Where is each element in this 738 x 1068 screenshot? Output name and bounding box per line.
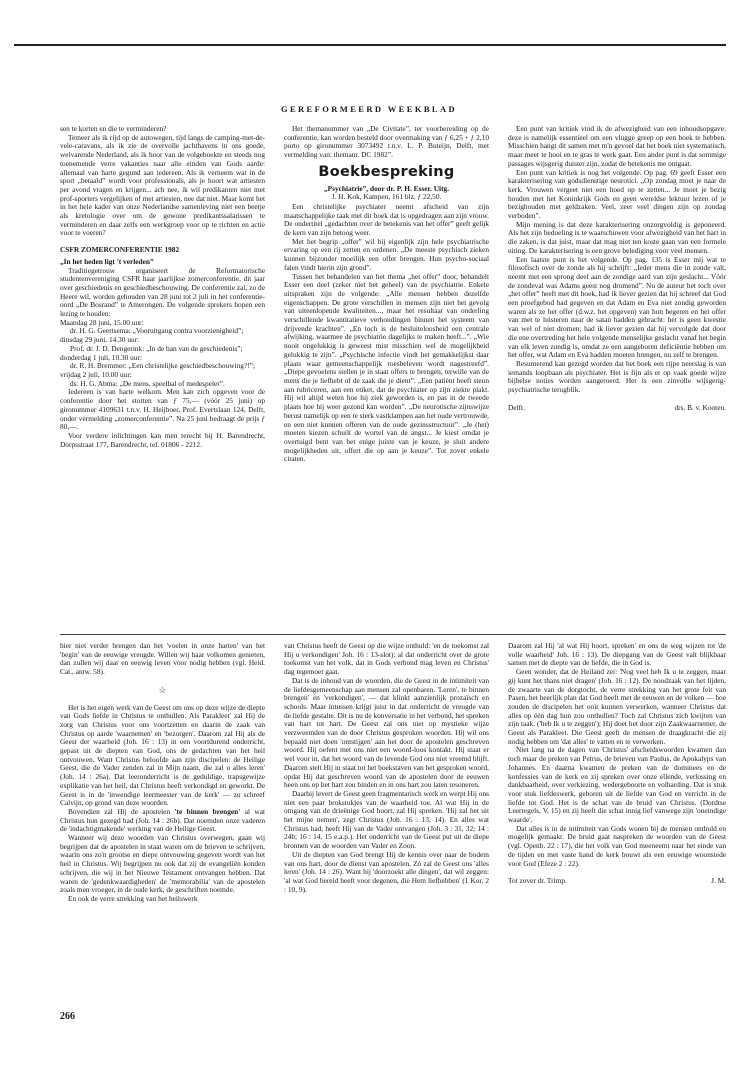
- paragraph: Daarbij levert de Geest geen fragmentarisch werk en werpt Hij ons niet een paar brokstukjes van de waarheid toe. Al wat Hij in de omgang van de drieënige God hoort, zal Hij spreken. 'Hij zal het uit het mijne nemen', zegt Christus (Joh. 16 : 13, 14). En alles wat Christus had, heeft Hij van de Vader ontvangen (Joh. 3 : 31, 32; 14 : 24b; 16 : 14, 15 e.a.p.). Het onderricht van de Geest put uit de diepe bronnen van de woorden van Vader en Zoon.: [284, 788, 489, 851]
- text-run: Bovendien zal Hij de apostelen: [68, 806, 175, 816]
- closing-initials: J. M.: [711, 876, 726, 886]
- article-closing: [508, 877, 726, 886]
- signature-author: drs. B. v. Kooten.: [674, 402, 726, 412]
- paragraph: Traditiegetrouw organiseert de Reformatorische studentenvereniging CSFR haar jaarlijkse zomerconferentie, dit jaar over geschiedenis en geschiedbeschouwing. De conferentie zal, zo de Heere wil, worden gehouden van 28 juni tot 2 juli in het conferentie-oord „De Bosrand” te Amerongen. De volgende sprekers hopen een lezing te houden:: [60, 265, 265, 319]
- paragraph: sen te korten en die te verminderen?: [60, 124, 167, 133]
- page-number: 266: [60, 1011, 75, 1022]
- paragraph: Niet lang na de dagen van Christus' afscheidswoorden kwamen dan toch maar de preken van Petrus, de brieven van Paulus, de Apokalyps van Johannes. En daarna kwamen de preken van de dominees en de konfessies van de kerk en zij spreken over onze ellende, verlossing en dankbaarheid, over verkiezing, wedergeboorte en volharding. Dat is stuk voor stuk liefdeswerk, geboren uit de liefde van God en verricht in de liefde tot God. Het is de schat van de bruid van Christus. (Dordtse Leerregels, V, 15) en zij heeft die schat innig lief vanwege zijn 'oneindige waarde'.: [508, 745, 726, 825]
- paragraph: Temeer als ik rijd op de autowegen, tijd langs de camping-met-de-vele-caravans, als ik zie de overvolle jachthavens in ons goede, welvarende Nederland, als ik hoor van de volgeboekte en steeds nog toenemende verre vakanties naar alle einden van Gods aarde: allemaal van harte gegund aan iedereen. Als ik verneem wat in de sport „betaald” wordt voor professionals, als je hoort wat artiesten per avond vragen en krijgen... ach nee, ik wil predikanten niet met prof-sporters vergelijken of met artiesten, nee dat niet. Maar komt het in het hele kader van onze Nederlandse samenleving niet een beetje als kretologie over om de gewone predikantssalarissen te verminderen en daar zelfs een werkgroep voor op te richten en actie voor te voeren?: [60, 132, 265, 238]
- schedule-list: [60, 319, 265, 389]
- paragraph: Geen wonder, dat de Heiland zei: 'Nog veel heb Ik u te zeggen, maar gij kunt het thans niet dragen' (Joh. 16 : 12). De noodzaak van het lijden, de zwaarte van de dorgtocht, de verre strekking van het grote feit van Pasen, het heerlijk plan dat God heeft met de eeuwen en de volken — hoe zouden de discipelen het ooit kunnen verwerken, wanneer Christus dat alles op één dag hun zou onthullen? Toch zal Christus zich kwijten van zijn taak. ('heb Ik u te zeggen'); Hij doet het door zijn Zaakwaarnemer, de Geest als Parakleet. Die Geest geeft de mensen de draagkracht die zij nodig hebben om 'dat alles' te vatten en te verwerken.: [508, 667, 726, 746]
- running-header: GEREFORMEERD WEEKBLAD: [280, 104, 458, 114]
- upper-column-3: [508, 125, 726, 413]
- paragraph: Dat alles is in de intimiteit van Gods wonen bij de mensen onthuld en mogelijk gemaakt. De bruid gaat naspreken de woorden van de Geest (vgl. Openb. 22 : 17), die het volk van God meeneemt naar het einde van de tijden en met vaste hand de kerk bouwt als een eeuwige woonstede voor God (Efeze 2 : 22).: [508, 823, 726, 868]
- section-divider: [60, 634, 726, 635]
- lower-column-1: [60, 642, 265, 904]
- paragraph: Een christelijke psychiater neemt afscheid van zijn maatschappelijke taak met dit boek dat is opgedragen aan zijn vrouw. De ondertitel „gedachten over de betekenis van het offer” geeft gelijk de kern van zijn betoog weer.: [284, 201, 489, 238]
- paragraph: Resumerend kan gezegd worden dat het boek een rijpe neerslag is van iemands loopbaan als psychiater. Het is fijn als er op vaak goede wijze bijbelse noties worden aangeroerd. Het is een zinvolle wijsgerig-psychiatrische terugblik.: [508, 358, 726, 395]
- paragraph: Mijn mening is dat deze karakterisering onzorgvoldig is geponeerd. Als het zijn bedoeling is te waarschuwen voor afwezigheid van het hart in die zaken, is dat juist, maar dat mag niet ten koste gaan van een formele uiting. De karakterisering is een grove belediging voor veel mensen.: [508, 219, 726, 255]
- paragraph: Een punt van kritiek vind ik de afwezigheid van een inhoudsopgave; deze is namelijk essentieel om een vlugge greep op een boek te hebben. Misschien hangt dit samen met m'n gevoel dat het boek niet systematisch, maar meer te hooi en te gras te werk gaat. Een ander punt is dat sommige passages wijsgerig duister zijn, zodat de betekenis me ontgaat.: [508, 124, 726, 168]
- paragraph: Voor verdere inlichtingen kan men terecht bij H. Barendrecht, Dorpsstraat 177, Barendrecht, tel. 01806 - 2212.: [60, 430, 265, 449]
- schedule-item: [60, 335, 265, 353]
- schedule-speaker: dr. H. G. Geertsema: „Vooruitgang contra voorzienigheid”;: [70, 326, 244, 336]
- signature-place: Delft.: [508, 402, 525, 412]
- paragraph: hier niet verder brengen dan het 'voelen in onze harten' van het 'begin' van de eeuwige vreugde. Willen wij haar volkomen genieten, dan zullen wij daar en eeuwig leven voor nodig hebben (vgl. Heid. Cat., antw. 58).: [60, 641, 265, 677]
- schedule-item: [60, 369, 265, 388]
- schedule-date: donderdag 1 juli, 10.30 uur:: [60, 352, 142, 362]
- book-reference: [284, 185, 489, 202]
- schedule-speaker: ds. H. G. Abma: „De mens, speelbal of medespeler”.: [70, 378, 225, 388]
- top-rule: [14, 44, 726, 46]
- closing-note: Tot zover dr. Trimp.: [508, 876, 567, 886]
- schedule-item: [60, 352, 265, 371]
- section-subheading: „In het heden ligt 't verleden”: [60, 256, 154, 266]
- review-title-block: [284, 163, 489, 180]
- paragraph: Het themanummer van „De Civitate”, ter voorbereiding op de conferentie, kan worden besteld door overmaking van ƒ 6,25 + ƒ 2,10 porto op gironummer 3073492 t.n.v. L. P. Buteijn, Delft, met vermelding van: themanr. DC 1982”.: [284, 124, 489, 160]
- paragraph: Wanneer wij deze woorden van Christus overwegen, gaan wij begrijpen dat de apostelen in staat waren om de brieven te schrijven, waarin ons zo'n grootse en diepe ontvouwing gegeven wordt van het heil in Christus. Wij begrijpen nu ook dat zij de evangeliën konden schrijven, die wij in het Nieuwe Testament ontvangen hebben. Dat waren de 'gedenkwaardigheden' de 'memorabilia' van de apostelen zoals men vroeger, in de oude kerk, de geschriften noemde.: [60, 833, 265, 895]
- paragraph: van Christus heeft de Geest op die wijze onthuld: 'en de toekomst zal Hij u verkondigen' Joh. 16 : 13-slot): al dat onderricht over de grote toekomst van het volk, dat in Gods verbond mag leven en Christus' dag tegemoet gaat.: [284, 641, 489, 677]
- upper-column-2: [284, 125, 489, 464]
- paragraph: Tussen het behandelen van het thema „het offer” door, behandelt Esser een deel (zeker niet het geheel) van de psychiatrie. Enkele uitspraken zijn de volgende: „Alle mensen hebben dezelfde eigenschappen. De grote verschillen in mensen zijn niet het gevolg van uiteenlopende kwaliteiten..., maar het resultaat van onderling verschillende kwantitatieve verhoudingen binnen het systeem van drijvende krachten”. „En toch is de besluiteloosheid een centrale afwijking, waarmee de psychiatrie dagelijks te maken heeft...”. „Wie nooit ongelukkig is geweest mist misschien wel de mogelijkheid gelukkig te zijn”. „Psychische infectie vindt het gemakkelijkst daar plaats waar gemeenschappelijk roesbeleven wordt nagestreefd”. „Diepe gevoelens stellen je in staat offers te brengen, terwille van de mens die je liefhebt of de zaak die je dient”. „Een patiënt heeft steun aan rubriceren, aan een etiket, dat de psychiater op zijn ziekte plakt. Hij wil altijd weten hoe hij ziek geworden is, en pas in de tweede plaats hoe hij weer gezond kan worden”. „De neurotische zijnswijze berust namelijk op een te sterk vastklampen aan het oude vertrouwde, en een niet kunnen offeren van de oude gezinsstructuur”. „Je (het) moeten kiezen schuilt de wortel van de angst... Je kiest omdat je overtuigd bent van het enige juiste van je keuze, je sluit andere mogelijkheden uit, offert die op aan je keuze”. Tot zover enkele citaten.: [284, 271, 489, 464]
- paragraph: Uit de diepten van God brengt Hij de kennis over naar de bodem van ons hart, door de dienst van apostelen. Zó zal de Geest ons 'alles leren' (Joh. 14 : 26). Want hij 'doorzoekt alle dingen', dat wil zeggen: 'al wat God bereid heeft voor degenen, die Hem liefhebben' (1 Kor. 2 : 10, 9).: [284, 849, 489, 894]
- paragraph: Het is het eigen werk van de Geest om ons op deze wijze de diepte van Gods liefde in Christus te onthullen. Als Parakleet' zal Hij de zorg van Christus voor ons voortzetten en daarin de zaak van Christus op aarde 'waarnemen' en 'bezorgen'. Daarom zal Hij als de Geest der waarheid (Joh. 16 : 13) in een voortdurend onderricht, gepast uit de diepten van God, ons de gedachten van het heil ontvouwen. Want Christus beloofde aan zijn discipelen: de Heilige Geest, die de Vader zenden zal in Mijn naam, die zal u alles leren' (Joh. 14 : 26a). Dat leeronderricht is de geduldige, trapsgewijze explikatie van het heil, dat Christus heeft verkondigd en geworkt. De Geest is in de 'inwendige leermeester van de kerk' — zo schreef Calvijn, op grond van deze woorden.: [60, 702, 265, 808]
- paragraph: Met het begrip „offer” wil hij eigenlijk zijn hele psychiatrische ervaring op een rij zetten en ordenen. „De meeste psychisch zieken kunnen bijzonder moeilijk een offer brengen. Hun psycho-sociaal falen vindt hierin zijn grond”.: [284, 236, 489, 272]
- paragraph: Dat is de inhoud van de woorden, die de Geest in de intimiteit van de liefdesgemeenschap aan mensen zal openbaren. 'Leren', te binnen brengen' en 'verkondigen', — dat klinkt aanzienlijk prozaïsch en schools. Maar intussen krijgt juist in dat onderricht de vreugde van de liefde gestalte. Dit is nu de konversatie in het verbond, het spreken van hart tot hart. De Geest zal ons niet op mystieke wijze verzweemden van de door Christus gesproken woorden. Hij wil ons bepaald niet doen 'ontstijgen' aan het door de apostelen geschreven woord. Hij oefent met ons niet een woord-loos kontakt. Hij staat er wel voor in, dat het woord van de levende God ons niet vreemd blijft. Daarom stelt Hij in staat tot het boekstaven van het gesproken woord, opdat Hij dat geschreven woord van de apostelen door de eeuwen heen ons op het hart zou binden en in ons hart zou laten resoneren.: [284, 675, 489, 790]
- text-run: al wat Christus hun gezegd had (Joh. 14 : 26b). Dat noemden onze vaderen de 'indachtigmakende' werking van de Heilige Geest.: [60, 806, 265, 834]
- lower-column-3: [508, 642, 726, 886]
- paragraph: Iedereen is van harte welkom. Men kan zich opgeven voor de conferentie door het storten van ƒ 75,— (vóór 25 juni) op gironummer 4109631 t.n.v. H. Heijboer, Prof. Evertslaan 124, Delft, onder vermelding „zomerconferentie”. Na 25 juni bedraagt de prijs ƒ 80,—.: [60, 387, 265, 432]
- section-heading: CSFR ZOMERCONFERENTIE 1982: [60, 245, 180, 255]
- paragraph: Daarom zal Hij 'al wat Hij hoort, spreken' en ons de weg wijzen tot 'de volle waarheid' Joh. 16 : 13). De diepgang van de Geest valt blijkbaar samen met de diepte van de liefde, die in God is.: [508, 641, 726, 668]
- lower-column-2: [284, 642, 489, 894]
- star-ornament: ☆: [158, 684, 167, 695]
- paragraph: [60, 808, 265, 834]
- schedule-date: vrijdag 2 juli, 10.00 uur:: [60, 369, 132, 379]
- review-signature: [508, 404, 726, 413]
- schedule-date: dinsdag 29 juni, 14.30 uur:: [60, 335, 140, 345]
- book-reference-title: „Psychiatrie”, door dr. P. H. Esser. Uitg.: [323, 183, 450, 193]
- paragraph: Een laatste punt is het volgende. Op pag. 135 is Esser mij wat te filosofisch over de zonde als hij schrijft: „Ieder mens die in zonde valt, neemt met een sprong deel aan de zondige aard van zijn geslacht... Vóór de zondeval was Adams geest nog dromend”. Nu de auteur het toch over „het offer” heeft met dit boek, had ik liever gezien dat hij schreef dat God een proefgebod had gegeven en dat Adam en Eva niet zondig geworden waren als ze het offer (d.w.z. het opgeven) van hun begeren en het offer van met te luisteren naar de satan hadden gebracht: het is geen kwestie van wel of niet dromen; had ik liever gezien dat hij vervolgde dat door die ene overtreding het hele volgende menselijke geslacht vanaf het begin van elk leven zondig is, omdat ze een aangeboren deficiëntie hebben om het offer, wat Adam en Eva hadden moeten brengen, nu zelf te brengen.: [508, 254, 726, 360]
- book-reference-publisher: J. H. Kok, Kampen, 161 blz. ƒ 22,50.: [331, 192, 442, 202]
- upper-column-1: [60, 125, 265, 449]
- paragraph: Een punt van kritiek is nog het volgende. Op pag. 69 geeft Esser een karakterisering van godsdienstige neurotici. „Op zondag moet je naar de kerk. Vrouwen vergeet niet een hoed op te zetten... Je moet je bezig houden met het Koninkrijk Gods en geen wereldse lektuur lezen of je bezighouden met geldzaken. Veel, zeer veel dingen zijn op zondag verboden”.: [508, 167, 726, 221]
- schedule-item: [60, 317, 265, 336]
- schedule-date: Maandag 28 juni, 15.00 uur:: [60, 317, 144, 327]
- schedule-speaker: dr. R. H. Bremmer: „Een christelijke geschiedbeschouwing?!”;: [70, 361, 255, 371]
- emphasis: 'te binnen brengen': [174, 806, 241, 816]
- schedule-speaker: Prof. dr. J. D. Dengerink: „In de ban van de geschiedenis”;: [70, 343, 243, 353]
- review-title: Boekbespreking: [318, 163, 455, 180]
- paragraph: En ook de verre strekking van het heilswerk: [68, 893, 198, 903]
